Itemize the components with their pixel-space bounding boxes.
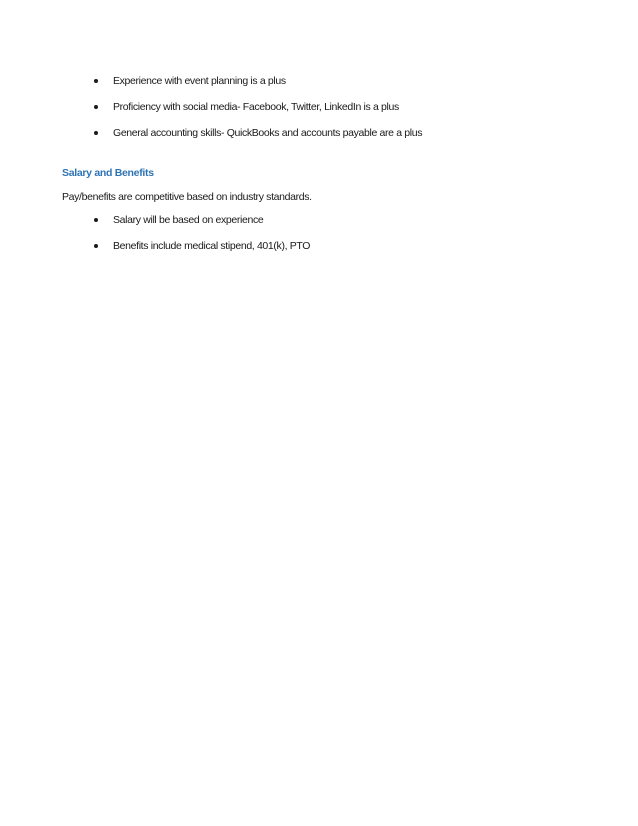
requirements-list: [94, 74, 614, 152]
list-item: [94, 74, 614, 100]
bullet-icon: [94, 244, 98, 248]
list-item-text: Experience with event planning is a plus: [113, 75, 286, 87]
list-item-text: Benefits include medical stipend, 401(k), PTO: [113, 240, 311, 252]
list-item-text: General accounting skills- QuickBooks and accounts payable are a plus: [113, 127, 423, 139]
list-item: [94, 239, 614, 265]
salary-intro-paragraph: Pay/benefits are competitive based on industry standards.: [62, 191, 312, 203]
bullet-icon: [94, 105, 98, 109]
bullet-icon: [94, 79, 98, 83]
list-item: [94, 100, 614, 126]
bullet-icon: [94, 218, 98, 222]
list-item-text: Salary will be based on experience: [113, 214, 264, 226]
bullet-icon: [94, 131, 98, 135]
salary-benefits-list: [94, 213, 614, 265]
list-item: [94, 126, 614, 152]
section-heading-salary: Salary and Benefits: [62, 167, 154, 179]
list-item: [94, 213, 614, 239]
list-item-text: Proficiency with social media- Facebook, Twitter, LinkedIn is a plus: [113, 101, 399, 113]
